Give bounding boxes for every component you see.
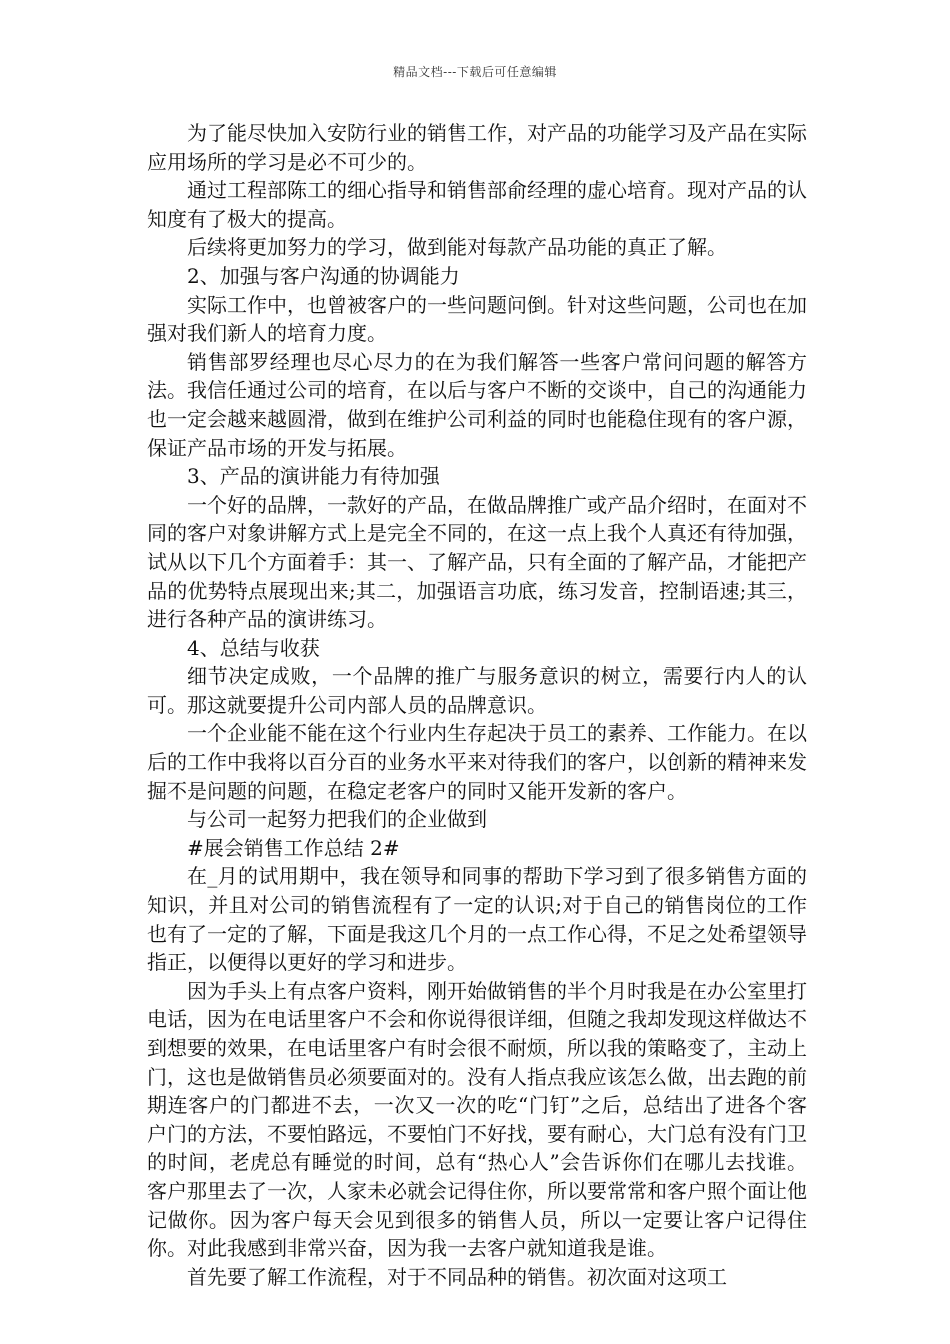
section-heading: 2、加强与客户沟通的协调能力	[187, 263, 460, 288]
paragraph: 因为手头上有点客户资料，刚开始做销售的半个月时我是在办公室里打电话，因为在电话里客户不会和你说得很详细，但随之我却发现这样做达不到想要的效果，在电话里客户有时会很不耐烦，所以我的策略变了，主动上门，这也是做销售员必须要面对的。没有人指点我应该怎么做，出去跑的前期连客户的门都进不去，一次又一次的吃“门钉”之后，总结出了进各个客户门的方法，不要怕路远，不要怕门不好找，要有耐心，大门总有没有门卫的时间，老虎总有睡觉的时间，总有“热心人”会告诉你们在哪儿去找谁。客户那里去了一次，人家未必就会记得住你，所以要常常和客户照个面让他记做你。因为客户每天会见到很多的销售人员，所以一定要让客户记得住你。对此我感到非常兴奋，因为我一去客户就知道我是谁。	[147, 978, 807, 1261]
paragraph: 细节决定成败，一个品牌的推广与服务意识的树立，需要行内人的认可。那这就要提升公司内部人员的品牌意识。	[147, 664, 807, 717]
paragraph: 通过工程部陈工的细心指导和销售部俞经理的虚心培育。现对产品的认知度有了极大的提高。	[147, 178, 807, 231]
paragraph: 后续将更加努力的学习，做到能对每款产品功能的真正了解。	[187, 235, 727, 260]
section-heading: 3、产品的演讲能力有待加强	[187, 464, 440, 489]
paragraph: 为了能尽快加入安防行业的销售工作，对产品的功能学习及产品在实际应用场所的学习是必不可少的。	[147, 121, 807, 174]
paragraph: 首先要了解工作流程，对于不同品种的销售。初次面对这项工	[187, 1264, 727, 1289]
section-heading: 4、总结与收获	[187, 635, 320, 660]
paragraph: 销售部罗经理也尽心尽力的在为我们解答一些客户常问问题的解答方法。我信任通过公司的培育，在以后与客户不断的交谈中，自己的沟通能力也一定会越来越圆滑，做到在维护公司利益的同时也能稳住现有的客户源，保证产品市场的开发与拓展。	[147, 349, 807, 460]
document-body	[147, 119, 807, 1291]
paragraph: 一个企业能不能在这个行业内生存起决于员工的素养、工作能力。在以后的工作中我将以百分百的业务水平来对待我们的客户，以创新的精神来发掘不是问题的问题，在稳定老客户的同时又能开发新的客户。	[147, 721, 807, 803]
paragraph: 一个好的品牌，一款好的产品，在做品牌推广或产品介绍时，在面对不同的客户对象讲解方式上是完全不同的，在这一点上我个人真还有待加强，试从以下几个方面着手：其一、了解产品，只有全面的了解产品，才能把产品的优势特点展现出来;其二，加强语言功底，练习发音，控制语速;其三，进行各种产品的演讲练习。	[147, 492, 807, 632]
paragraph: 在_月的试用期中，我在领导和同事的帮助下学习到了很多销售方面的知识，并且对公司的销售流程有了一定的认识;对于自己的销售岗位的工作也有了一定的了解，下面是我这几个月的一点工作心得，不足之处希望领导指正，以便得以更好的学习和进步。	[147, 864, 807, 975]
section-heading: #展会销售工作总结 2#	[187, 835, 400, 860]
paragraph: 实际工作中，也曾被客户的一些问题问倒。针对这些问题，公司也在加强对我们新人的培育力度。	[147, 292, 807, 346]
paragraph: 与公司一起努力把我们的企业做到	[187, 807, 487, 832]
page-header: 精品文档---下载后可任意编辑	[393, 65, 557, 79]
